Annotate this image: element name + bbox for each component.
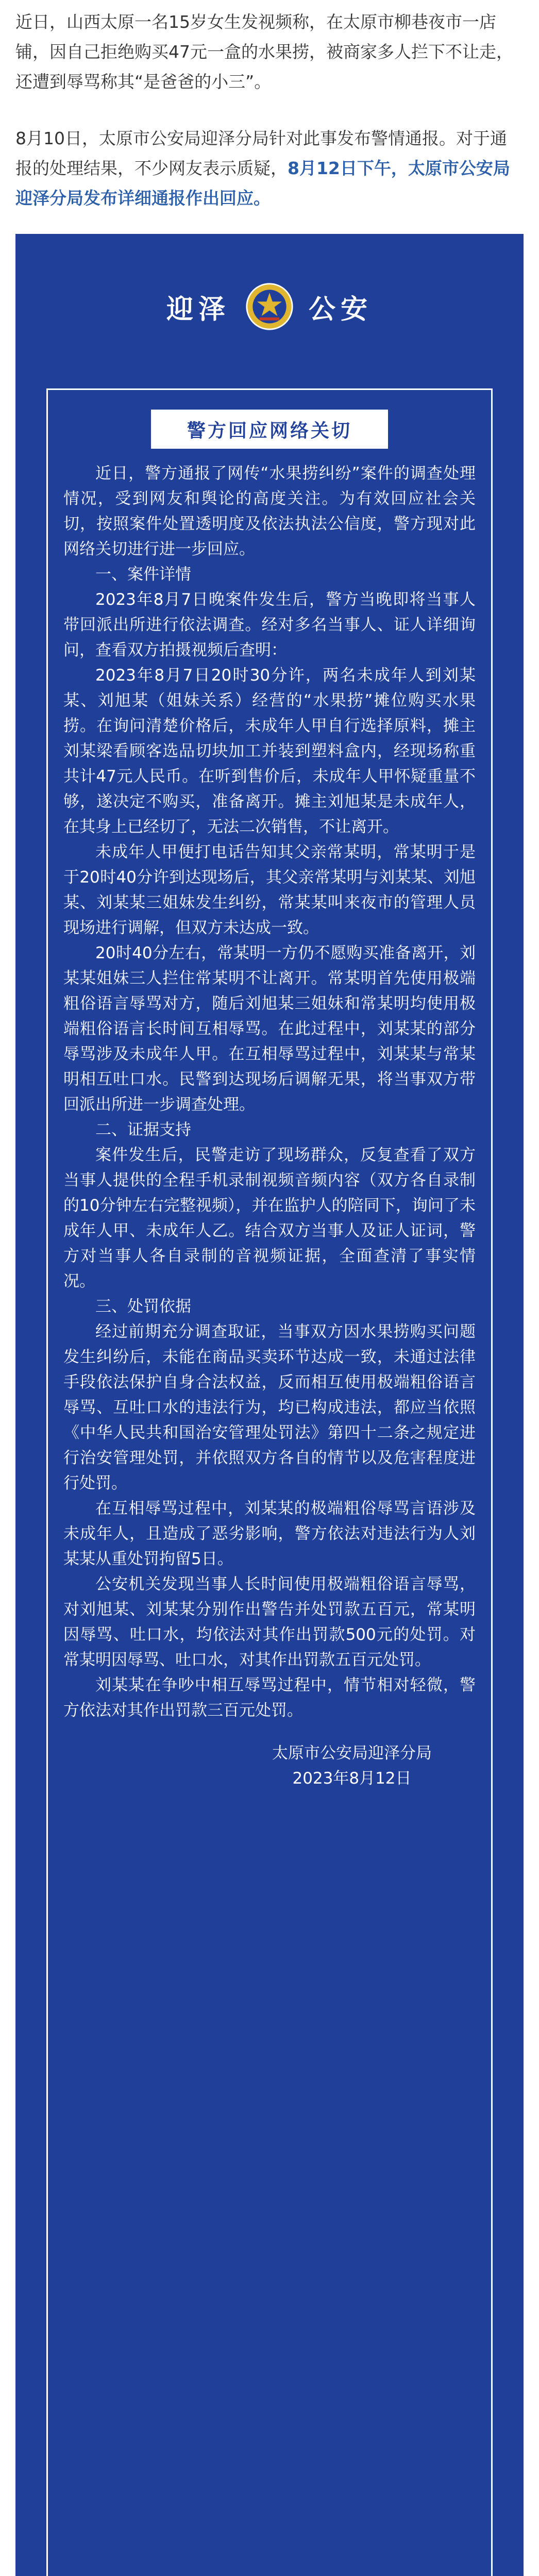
- signature-unit: 太原市公安局迎泽分局: [272, 1744, 432, 1762]
- intro-paragraph: 近日，山西太原一名15岁女生发视频称，在太原市柳巷夜市一店铺，因自己拒绝购买47元一盒的水果捞，被商家多人拦下不让走，还遭到辱骂称其“是爸爸的小三”。: [15, 12, 513, 92]
- notice-paragraph: 公安机关发现当事人长时间使用极端粗俗语言辱骂，对刘旭某、刘某某分别作出警告并处罚款五百元，常某明因辱骂、吐口水，均依法对其作出罚款500元的处罚。对常某明因辱骂、吐口水，对其作出罚款五百元处罚。: [63, 1575, 476, 1669]
- intro-highlight: 8月12日下午，太原市公安局迎泽分局发布详细通报作出回应。: [15, 158, 510, 208]
- notice-paragraph: 20时40分左右，常某明一方仍不愿购买准备离开，刘某某姐妹三人拦住常某明不让离开。常某明首先使用极端粗俗语言辱骂对方，随后刘旭某三姐妹和常某明均使用极端粗俗语言长时间互相辱骂。在此过程中，刘某某的部分辱骂涉及未成年人甲。在互相辱骂过程中，刘某某与常某明相互吐口水。民警到达现场后调解无果，将当事双方带回派出所进一步调查处理。: [63, 944, 476, 1114]
- notice-paragraph: 经过前期充分调查取证，当事双方因水果捞购买问题发生纠纷后，未能在商品买卖环节达成一致，未通过法律手段依法保护自身合法权益，反而相互使用极端粗俗语言辱骂、互吐口水的违法行为，均已构成违法，都应当依照《中华人民共和国治安管理处罚法》第四十二条之规定进行治安管理处罚，并依照双方各自的情节以及危害程度进行处罚。: [63, 1323, 476, 1493]
- notice-paragraph: 未成年人甲便打电话告知其父亲常某明，常某明于是于20时40分许到达现场后，其父亲常某明与刘某某、刘旭某、刘某某三姐妹发生纠纷，常某某叫来夜市的管理人员现场进行调解，但双方未达成一致。: [63, 843, 476, 937]
- notice-section-heading: 三、处罚依据: [95, 1297, 191, 1316]
- notice-paragraph: 2023年8月7日20时30分许，两名未成年人到刘某某、刘旭某（姐妹关系）经营的“水果捞”摊位购买水果捞。在询问清楚价格后，未成年人甲自行选择原料，摊主刘某梁看顾客选品切块加工并装到塑料盒内，经现场称重共计47元人民币。在听到售价后，未成年人甲怀疑重量不够，遂决定不购买，准备离开。摊主刘旭某是未成年人，在其身上已经切了，无法二次销售，不让离开。: [63, 666, 476, 836]
- notice-paragraph: 案件发生后，民警走访了现场群众，反复查看了双方当事人提供的全程手机录制视频音频内容（双方各自录制的10分钟左右完整视频），并在监护人的陪同下，询问了未成年人甲、未成年人乙。结合双方当事人及证人证词，警方对当事人各自录制的音视频证据，全面查清了事实情况。: [63, 1146, 476, 1291]
- notice-section-heading: 二、证据支持: [95, 1121, 191, 1139]
- notice-header: [31, 252, 508, 361]
- intro-text: 8月10日，太原市公安局迎泽分局针对此事发布警情通报。对于通报的处理结果，不少网友表示质疑，: [15, 128, 507, 178]
- signature-date: 2023年8月12日: [292, 1769, 412, 1788]
- notice-paragraph: 2023年8月7日晚案件发生后，警方当晚即将当事人带回派出所进行依法调查。经对多名当事人、证人详细询问，查看双方拍摄视频后查明：: [63, 590, 476, 659]
- notice-section-heading: 一、案件详情: [95, 565, 191, 584]
- intro-paragraph-2: [0, 124, 539, 213]
- notice-title: 警方回应网络关切: [151, 410, 388, 449]
- header-left-text: 迎泽: [166, 294, 230, 325]
- police-emblem-icon: [245, 282, 294, 331]
- notice-paragraph: 在互相辱骂过程中，刘某某的极端粗俗辱骂言语涉及未成年人，且造成了恶劣影响，警方依法对违法行为人刘某某从重处罚拘留5日。: [63, 1499, 476, 1568]
- notice-signature: [63, 1741, 476, 1791]
- notice-frame: [46, 388, 493, 2576]
- header-right-text: 公安: [309, 294, 373, 325]
- police-notice-image: [15, 234, 524, 2576]
- notice-paragraph: 刘某某在争吵中相互辱骂过程中，情节相对轻微，警方依法对其作出罚款三百元处罚。: [63, 1676, 476, 1720]
- notice-paragraph: 近日，警方通报了网传“水果捞纠纷”案件的调查处理情况，受到网友和舆论的高度关注。为有效回应社会关切，按照案件处置透明度及依法执法公信度，警方现对此网络关切进行进一步回应。: [63, 464, 476, 558]
- notice-body: [48, 449, 491, 1791]
